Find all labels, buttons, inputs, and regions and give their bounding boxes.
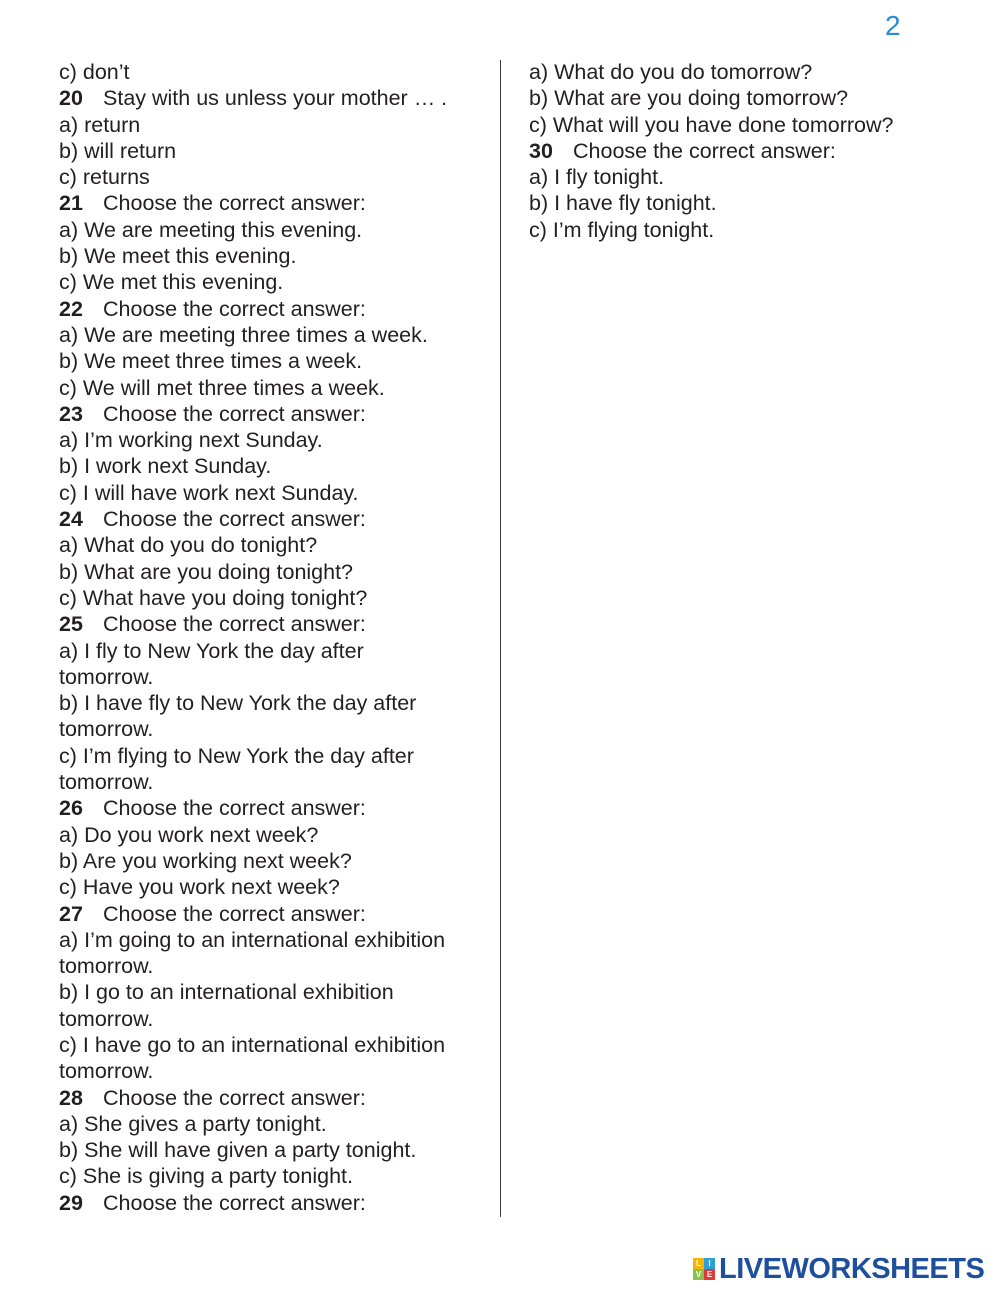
answer-line	[59, 532, 489, 558]
answer-option: b) What are you doing tomorrow?	[529, 86, 849, 111]
question-line	[59, 190, 489, 216]
question-line	[59, 296, 489, 322]
question-line	[59, 1085, 489, 1111]
answer-line	[59, 585, 489, 611]
answer-line	[59, 453, 489, 479]
answer-option: a) return	[59, 112, 141, 137]
question-line	[59, 401, 489, 427]
answer-option: c) I’m flying tonight.	[529, 217, 715, 242]
answer-line	[529, 85, 969, 111]
question-text: Choose the correct answer:	[103, 1085, 366, 1110]
answer-line	[59, 1006, 489, 1032]
answer-line	[59, 716, 489, 742]
answer-option: tomorrow.	[59, 1059, 154, 1084]
answer-option: tomorrow.	[59, 954, 154, 979]
question-text: Stay with us unless your mother … .	[103, 86, 448, 111]
column-divider	[500, 60, 501, 1217]
question-number: 21	[59, 191, 83, 216]
answer-option: b) What are you doing tonight?	[59, 559, 354, 584]
answer-option: c) What have you doing tonight?	[59, 585, 368, 610]
question-number: 25	[59, 612, 83, 637]
answer-option: c) We met this evening.	[59, 270, 284, 295]
question-text: Choose the correct answer:	[103, 901, 366, 926]
question-number: 29	[59, 1190, 83, 1215]
answer-line	[59, 769, 489, 795]
answer-line	[59, 559, 489, 585]
answer-line	[59, 138, 489, 164]
answer-option: b) Are you working next week?	[59, 848, 352, 873]
answer-option: c) returns	[59, 165, 150, 190]
answer-option: c) Have you work next week?	[59, 875, 340, 900]
answer-line	[529, 190, 969, 216]
answer-option: a) What do you do tonight?	[59, 533, 318, 558]
answer-option: tomorrow.	[59, 770, 154, 795]
question-line	[59, 506, 489, 532]
question-text: Choose the correct answer:	[103, 796, 366, 821]
answer-line	[59, 375, 489, 401]
question-text: Choose the correct answer:	[103, 296, 366, 321]
answer-line	[59, 322, 489, 348]
answer-option: b) We meet three times a week.	[59, 349, 363, 374]
answer-line	[529, 59, 969, 85]
question-number: 20	[59, 86, 83, 111]
answer-line	[529, 217, 969, 243]
right-column	[529, 59, 969, 243]
logo-tile: L	[693, 1258, 704, 1269]
answer-option: a) I’m going to an international exhibition	[59, 927, 446, 952]
question-number: 24	[59, 507, 83, 532]
question-line	[59, 901, 489, 927]
question-text: Choose the correct answer:	[103, 191, 366, 216]
answer-line	[59, 664, 489, 690]
answer-line	[59, 690, 489, 716]
answer-line	[59, 112, 489, 138]
answer-line	[59, 59, 489, 85]
answer-option: a) I’m working next Sunday.	[59, 428, 323, 453]
answer-option: b) I go to an international exhibition	[59, 980, 394, 1005]
answer-line	[59, 1137, 489, 1163]
answer-line	[59, 1032, 489, 1058]
question-number: 30	[529, 138, 553, 163]
answer-option: a) What do you do tomorrow?	[529, 60, 813, 84]
answer-line	[59, 743, 489, 769]
answer-line	[529, 164, 969, 190]
answer-option: a) I fly to New York the day after	[59, 638, 364, 663]
answer-option: a) We are meeting this evening.	[59, 217, 363, 242]
answer-option: c) I will have work next Sunday.	[59, 480, 359, 505]
answer-option: b) We meet this evening.	[59, 244, 297, 269]
answer-line	[59, 164, 489, 190]
answer-option: c) I have go to an international exhibition	[59, 1032, 446, 1057]
answer-option: b) I have fly tonight.	[529, 191, 717, 216]
left-column	[59, 59, 489, 1216]
brand-name: LIVEWORKSHEETS	[719, 1252, 985, 1285]
answer-option: c) I’m flying to New York the day after	[59, 743, 414, 768]
question-number: 23	[59, 401, 83, 426]
answer-option: b) I work next Sunday.	[59, 454, 272, 479]
answer-option: c) We will met three times a week.	[59, 375, 385, 400]
answer-option: a) Do you work next week?	[59, 822, 319, 847]
answer-option: b) I have fly to New York the day after	[59, 691, 417, 716]
answer-option: tomorrow.	[59, 664, 154, 689]
answer-line	[59, 638, 489, 664]
answer-option: tomorrow.	[59, 717, 154, 742]
logo-tile: V	[693, 1269, 704, 1280]
answer-line	[59, 427, 489, 453]
question-text: Choose the correct answer:	[103, 507, 366, 532]
question-text: Choose the correct answer:	[103, 401, 366, 426]
question-line	[59, 611, 489, 637]
answer-option: a) We are meeting three times a week.	[59, 322, 428, 347]
answer-option: a) She gives a party tonight.	[59, 1111, 327, 1136]
answer-line	[59, 243, 489, 269]
answer-line	[59, 1163, 489, 1189]
liveworksheets-logo-icon	[693, 1258, 715, 1280]
answer-option: tomorrow.	[59, 1006, 154, 1031]
answer-line	[59, 1058, 489, 1084]
question-line	[529, 138, 969, 164]
question-text: Choose the correct answer:	[103, 1190, 366, 1215]
question-line	[59, 85, 489, 111]
question-line	[59, 795, 489, 821]
answer-line	[59, 348, 489, 374]
answer-line	[59, 874, 489, 900]
answer-line	[59, 1111, 489, 1137]
answer-option: b) will return	[59, 138, 177, 163]
answer-line	[59, 480, 489, 506]
answer-line	[59, 269, 489, 295]
question-line	[59, 1190, 489, 1216]
answer-option: c) don’t	[59, 60, 130, 84]
question-number: 27	[59, 901, 83, 926]
question-number: 22	[59, 296, 83, 321]
answer-option: b) She will have given a party tonight.	[59, 1138, 417, 1163]
answer-option: c) What will you have done tomorrow?	[529, 112, 894, 137]
answer-line	[59, 979, 489, 1005]
answer-line	[59, 217, 489, 243]
question-text: Choose the correct answer:	[103, 612, 366, 637]
answer-line	[59, 848, 489, 874]
logo-tile: E	[704, 1269, 715, 1280]
answer-option: c) She is giving a party tonight.	[59, 1164, 353, 1189]
question-text: Choose the correct answer:	[573, 138, 836, 163]
liveworksheets-logo	[693, 1253, 984, 1285]
question-number: 28	[59, 1085, 83, 1110]
page-number: 2	[885, 10, 901, 41]
answer-option: a) I fly tonight.	[529, 165, 665, 190]
logo-tile: I	[704, 1258, 715, 1269]
answer-line	[59, 953, 489, 979]
question-number: 26	[59, 796, 83, 821]
answer-line	[59, 822, 489, 848]
answer-line	[529, 112, 969, 138]
answer-line	[59, 927, 489, 953]
